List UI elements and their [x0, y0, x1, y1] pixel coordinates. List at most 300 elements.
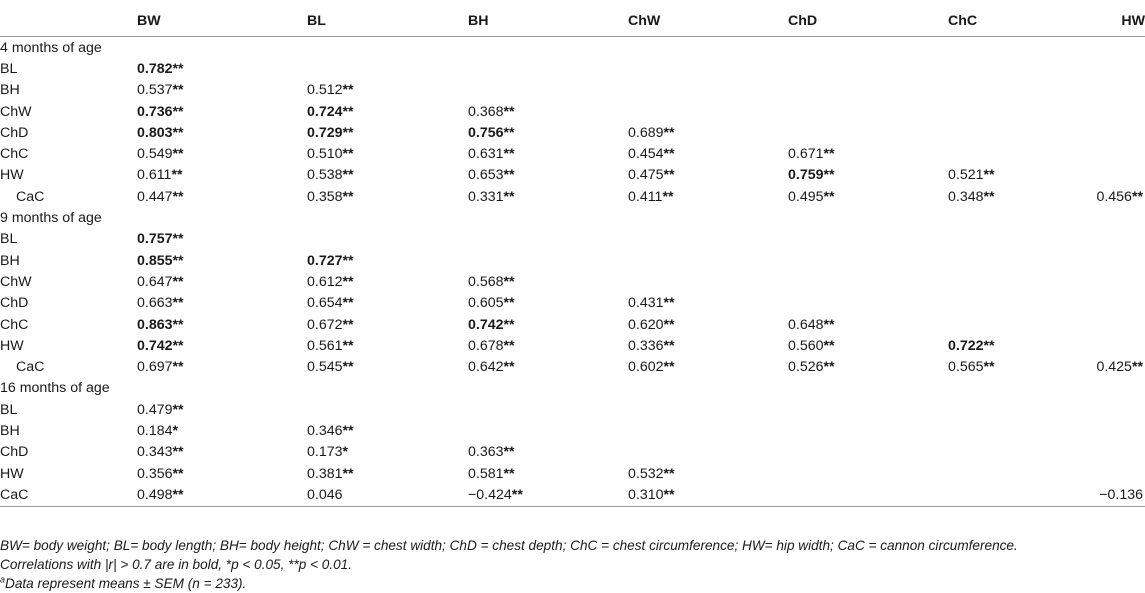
table-row	[0, 335, 1145, 356]
correlation-cell	[788, 122, 948, 143]
correlation-value: 0.348	[948, 188, 984, 205]
correlation-value: 0.671	[788, 146, 824, 163]
correlation-value: 0.759	[788, 167, 824, 184]
correlation-value: 0.475	[628, 167, 664, 184]
correlation-value: 0.654	[307, 295, 343, 312]
correlation-cell	[628, 122, 788, 143]
correlation-cell	[1068, 80, 1145, 101]
significance-marker: **	[663, 316, 675, 333]
correlation-cell	[468, 58, 628, 79]
significance-marker: **	[503, 316, 515, 333]
correlation-cell	[468, 420, 628, 441]
row-label: ChD	[0, 295, 29, 312]
correlation-value: 0.863	[137, 316, 173, 333]
correlation-value: 0.538	[307, 167, 343, 184]
correlation-cell	[137, 356, 307, 377]
correlation-cell	[788, 229, 948, 250]
table-row	[0, 293, 1145, 314]
significance-marker: **	[663, 486, 675, 503]
correlation-value: 0.605	[468, 295, 504, 312]
correlation-cell	[628, 293, 788, 314]
significance-marker: **	[663, 146, 675, 163]
correlation-value: 0.678	[468, 337, 504, 354]
correlation-value: 0.757	[137, 231, 173, 248]
correlation-cell	[948, 356, 1068, 377]
correlation-cell	[788, 101, 948, 122]
correlation-cell	[1068, 420, 1145, 441]
table-footnotes	[0, 536, 1145, 593]
correlation-cell	[788, 356, 948, 377]
correlation-cell	[468, 484, 628, 506]
correlation-value: 0.729	[307, 124, 343, 141]
significance-marker: **	[503, 444, 515, 461]
correlation-value: 0.537	[137, 82, 173, 99]
correlation-value: 0.722	[948, 337, 984, 354]
significance-marker: **	[342, 422, 354, 439]
correlation-cell	[468, 442, 628, 463]
row-label: CaC	[0, 484, 137, 506]
correlation-value: 0.343	[137, 444, 173, 461]
correlation-cell	[948, 122, 1068, 143]
correlation-value: 0.512	[307, 82, 343, 99]
correlation-value: 0.447	[137, 188, 173, 205]
correlation-cell	[1068, 58, 1145, 79]
correlation-value: 0.454	[628, 146, 664, 163]
correlation-value: 0.620	[628, 316, 664, 333]
correlation-cell	[948, 399, 1068, 420]
significance-marker: **	[663, 295, 675, 312]
significance-marker: **	[823, 167, 835, 184]
significance-marker: **	[663, 337, 675, 354]
correlation-cell	[307, 58, 468, 79]
correlation-value: 0.803	[137, 124, 173, 141]
correlation-cell	[1068, 356, 1145, 377]
correlation-value: 0.742	[137, 337, 173, 354]
table-row	[0, 442, 1145, 463]
section-row	[0, 37, 1145, 59]
correlation-cell	[628, 335, 788, 356]
correlation-cell	[788, 58, 948, 79]
row-label: HW	[0, 337, 24, 354]
correlation-cell	[307, 229, 468, 250]
correlation-cell	[137, 165, 307, 186]
footnote-abbreviations: BW= body weight; BL= body length; BH= body height; ChW = chest width; ChD = chest depth; ChC = chest circumference; HW= hip width; CaC = cannon circumference.	[0, 538, 1018, 553]
correlation-cell	[307, 314, 468, 335]
correlation-cell	[468, 80, 628, 101]
correlation-cell	[788, 250, 948, 271]
correlation-value: 0.560	[788, 337, 824, 354]
correlation-value: 0.549	[137, 146, 173, 163]
correlation-cell	[468, 229, 628, 250]
correlation-cell	[948, 229, 1068, 250]
correlation-cell	[137, 420, 307, 441]
correlation-cell	[628, 356, 788, 377]
correlation-cell	[948, 420, 1068, 441]
table-row	[0, 122, 1145, 143]
correlation-cell	[307, 143, 468, 164]
correlation-cell	[948, 58, 1068, 79]
correlation-value: 0.724	[307, 103, 343, 120]
correlation-cell	[137, 58, 307, 79]
significance-marker: **	[342, 359, 354, 376]
significance-marker: **	[172, 295, 184, 312]
correlation-cell	[628, 143, 788, 164]
table-row	[0, 420, 1145, 441]
correlation-cell	[1068, 271, 1145, 292]
correlation-value: 0.742	[468, 316, 504, 333]
significance-marker: **	[172, 103, 184, 120]
correlation-value: 0.672	[307, 316, 343, 333]
row-label: BH	[0, 82, 20, 99]
correlation-value: 0.855	[137, 252, 173, 269]
significance-marker: **	[663, 465, 675, 482]
correlation-cell	[307, 442, 468, 463]
correlation-cell	[1068, 165, 1145, 186]
correlation-value: −0.136	[1099, 486, 1143, 503]
correlation-cell	[628, 442, 788, 463]
significance-marker: **	[342, 295, 354, 312]
correlation-cell	[628, 420, 788, 441]
row-label: BH	[0, 422, 20, 439]
correlation-cell	[628, 399, 788, 420]
correlation-cell	[468, 143, 628, 164]
correlation-value: 0.184	[137, 422, 173, 439]
table-row	[0, 250, 1145, 271]
correlation-value: 0.336	[628, 337, 664, 354]
significance-marker: **	[342, 167, 354, 184]
significance-marker: **	[823, 316, 835, 333]
correlation-cell	[137, 484, 307, 506]
correlation-cell	[137, 463, 307, 484]
correlation-cell	[788, 80, 948, 101]
correlation-cell	[628, 80, 788, 101]
significance-marker: **	[172, 124, 184, 141]
significance-marker: **	[172, 273, 184, 290]
correlation-cell	[468, 186, 628, 207]
correlation-cell	[137, 271, 307, 292]
correlation-cell	[1068, 314, 1145, 335]
correlation-cell	[137, 314, 307, 335]
row-label: ChC	[0, 146, 29, 163]
correlation-value: 0.642	[468, 359, 504, 376]
correlation-cell	[628, 250, 788, 271]
significance-marker: **	[342, 252, 354, 269]
correlation-cell	[1068, 250, 1145, 271]
table-row	[0, 399, 1145, 420]
row-label: BL	[0, 401, 18, 418]
significance-marker: *	[172, 422, 179, 439]
correlation-cell	[137, 229, 307, 250]
significance-marker: **	[503, 103, 515, 120]
correlation-value: 0.521	[948, 167, 984, 184]
significance-marker: **	[342, 465, 354, 482]
correlation-cell	[137, 143, 307, 164]
correlation-cell	[468, 165, 628, 186]
correlation-cell	[468, 335, 628, 356]
correlation-cell	[468, 463, 628, 484]
correlation-cell	[948, 335, 1068, 356]
correlation-cell	[948, 271, 1068, 292]
correlation-cell	[788, 271, 948, 292]
significance-marker: **	[983, 188, 995, 205]
correlation-cell	[628, 271, 788, 292]
significance-marker: **	[172, 60, 184, 77]
table-row	[0, 165, 1145, 186]
correlation-value: −0.424	[468, 486, 512, 503]
correlation-cell	[468, 101, 628, 122]
table-row	[0, 356, 1145, 377]
significance-marker: **	[172, 252, 184, 269]
correlation-value: 0.653	[468, 167, 504, 184]
correlation-cell	[307, 271, 468, 292]
row-label: BH	[0, 252, 20, 269]
correlation-value: 0.331	[468, 188, 504, 205]
correlation-value: 0.581	[468, 465, 504, 482]
correlation-value: 0.510	[307, 146, 343, 163]
correlation-value: 0.358	[307, 188, 343, 205]
significance-marker: **	[663, 359, 675, 376]
correlation-value: 0.356	[137, 465, 173, 482]
significance-marker: **	[172, 188, 184, 205]
significance-marker: **	[172, 82, 184, 99]
correlation-value: 0.495	[788, 188, 824, 205]
significance-marker: **	[503, 465, 515, 482]
correlation-cell	[1068, 229, 1145, 250]
correlation-cell	[628, 484, 788, 506]
correlation-cell	[788, 186, 948, 207]
significance-marker: **	[172, 359, 184, 376]
significance-marker: **	[662, 188, 674, 205]
significance-marker: **	[1131, 188, 1143, 205]
correlation-cell	[1068, 101, 1145, 122]
correlation-cell	[1068, 122, 1145, 143]
table-row	[0, 463, 1145, 484]
significance-marker: **	[983, 167, 995, 184]
significance-marker: **	[172, 231, 184, 248]
correlation-value: 0.368	[468, 103, 504, 120]
table-row	[0, 101, 1145, 122]
significance-marker: **	[503, 295, 515, 312]
row-label: CaC	[16, 188, 45, 205]
correlation-cell	[1068, 442, 1145, 463]
correlation-cell	[137, 122, 307, 143]
correlation-cell	[307, 463, 468, 484]
significance-marker: **	[172, 146, 184, 163]
correlation-cell	[788, 484, 948, 506]
correlation-cell	[307, 250, 468, 271]
correlation-cell	[628, 58, 788, 79]
correlation-cell	[468, 356, 628, 377]
correlation-cell	[468, 250, 628, 271]
correlation-cell	[948, 143, 1068, 164]
significance-marker: **	[342, 273, 354, 290]
correlation-value: 0.602	[628, 359, 664, 376]
significance-marker: **	[503, 359, 515, 376]
row-label: ChW	[0, 103, 32, 120]
correlation-cell	[468, 271, 628, 292]
column-header: ChD	[788, 6, 948, 37]
correlation-value: 0.782	[137, 60, 173, 77]
row-label: BL	[0, 60, 18, 77]
correlation-cell	[307, 356, 468, 377]
significance-marker: **	[663, 167, 675, 184]
correlation-value: 0.736	[137, 103, 173, 120]
correlation-value: 0.479	[137, 401, 173, 418]
correlation-cell	[628, 314, 788, 335]
correlation-value: 0.756	[468, 124, 504, 141]
correlation-value: 0.612	[307, 273, 343, 290]
correlation-value: 0.565	[948, 359, 984, 376]
correlation-cell	[788, 442, 948, 463]
row-label: ChD	[0, 444, 29, 461]
correlation-cell	[788, 463, 948, 484]
correlation-cell	[948, 250, 1068, 271]
correlation-cell	[788, 399, 948, 420]
correlation-cell	[1068, 293, 1145, 314]
section-label: 4 months of age	[0, 39, 102, 56]
significance-marker: **	[172, 337, 184, 354]
correlation-cell	[788, 165, 948, 186]
correlation-value: 0.647	[137, 273, 173, 290]
correlation-cell	[307, 399, 468, 420]
correlation-cell	[468, 399, 628, 420]
correlation-value: 0.727	[307, 252, 343, 269]
correlation-value: 0.431	[628, 295, 664, 312]
correlation-cell	[137, 250, 307, 271]
correlation-cell	[1068, 186, 1145, 207]
table-row	[0, 80, 1145, 101]
correlation-cell	[628, 186, 788, 207]
row-label: BL	[0, 231, 18, 248]
correlation-cell	[307, 80, 468, 101]
correlation-cell	[137, 186, 307, 207]
header-row	[0, 6, 1145, 37]
footnote-marker: a	[0, 574, 6, 585]
section-label: 9 months of age	[0, 210, 102, 227]
header-corner	[0, 6, 137, 37]
correlation-cell	[948, 101, 1068, 122]
correlation-cell	[137, 399, 307, 420]
significance-marker: **	[342, 316, 354, 333]
correlation-value: 0.173	[307, 444, 343, 461]
correlation-value: 0.545	[307, 359, 343, 376]
correlation-cell	[468, 314, 628, 335]
correlation-cell	[307, 101, 468, 122]
significance-marker: **	[342, 146, 354, 163]
correlation-value: 0.310	[628, 486, 664, 503]
section-row	[0, 207, 1145, 228]
correlation-cell	[307, 335, 468, 356]
table-row	[0, 484, 1145, 506]
significance-marker: **	[503, 273, 515, 290]
correlation-cell	[137, 80, 307, 101]
significance-marker: **	[983, 359, 995, 376]
footnote-data-note	[0, 574, 1145, 593]
correlation-cell	[948, 442, 1068, 463]
correlation-cell	[307, 420, 468, 441]
significance-marker: **	[503, 188, 515, 205]
column-header: ChC	[948, 6, 1068, 37]
correlation-cell	[1068, 463, 1145, 484]
significance-marker: **	[823, 188, 835, 205]
column-header: BH	[468, 6, 628, 37]
correlation-value: 0.532	[628, 465, 664, 482]
correlation-cell	[1068, 143, 1145, 164]
correlation-value: 0.381	[307, 465, 343, 482]
correlation-cell	[788, 314, 948, 335]
significance-marker: **	[172, 316, 184, 333]
correlation-cell	[788, 420, 948, 441]
significance-marker: **	[823, 359, 835, 376]
significance-marker: **	[342, 124, 354, 141]
correlation-cell	[307, 122, 468, 143]
row-label: ChC	[0, 316, 29, 333]
correlation-cell	[948, 80, 1068, 101]
significance-marker: **	[342, 337, 354, 354]
column-header: ChW	[628, 6, 788, 37]
significance-marker: **	[983, 337, 995, 354]
significance-marker: **	[342, 82, 354, 99]
correlation-cell	[948, 293, 1068, 314]
correlation-cell	[628, 229, 788, 250]
significance-marker: **	[172, 444, 184, 461]
correlation-cell	[948, 186, 1068, 207]
footnote-data-text: Data represent means ± SEM (n = 233).	[5, 576, 247, 591]
correlation-cell	[307, 165, 468, 186]
row-label: ChW	[0, 273, 32, 290]
correlation-cell	[468, 293, 628, 314]
significance-marker: **	[1131, 359, 1143, 376]
correlation-value: 0.689	[628, 124, 664, 141]
row-label: HW	[0, 465, 24, 482]
correlation-value: 0.648	[788, 316, 824, 333]
correlation-value: 0.561	[307, 337, 343, 354]
significance-marker: **	[823, 146, 835, 163]
correlation-value: 0.631	[468, 146, 504, 163]
significance-marker: **	[823, 337, 835, 354]
correlation-cell	[628, 463, 788, 484]
significance-marker: **	[172, 486, 184, 503]
correlation-cell	[948, 165, 1068, 186]
correlation-value: 0.498	[137, 486, 173, 503]
correlation-value: 0.363	[468, 444, 504, 461]
correlation-cell	[948, 463, 1068, 484]
correlation-cell	[307, 484, 468, 506]
correlation-table	[0, 6, 1145, 507]
correlation-cell	[788, 143, 948, 164]
correlation-value: 0.456	[1096, 188, 1132, 205]
significance-marker: **	[503, 124, 515, 141]
section-label: 16 months of age	[0, 380, 110, 397]
significance-marker: **	[342, 188, 354, 205]
correlation-value: 0.346	[307, 422, 343, 439]
correlation-cell	[137, 101, 307, 122]
correlation-cell	[628, 165, 788, 186]
correlation-value: 0.526	[788, 359, 824, 376]
correlation-cell	[307, 293, 468, 314]
correlation-cell	[137, 335, 307, 356]
significance-marker: **	[503, 167, 515, 184]
correlation-value: 0.425	[1096, 359, 1132, 376]
correlation-cell	[788, 293, 948, 314]
correlation-cell	[788, 335, 948, 356]
significance-marker: **	[172, 465, 184, 482]
row-label: HW	[0, 167, 24, 184]
row-label: CaC	[16, 359, 45, 376]
correlation-cell	[1068, 399, 1145, 420]
correlation-value: 0.411	[628, 188, 663, 205]
table-row	[0, 314, 1145, 335]
